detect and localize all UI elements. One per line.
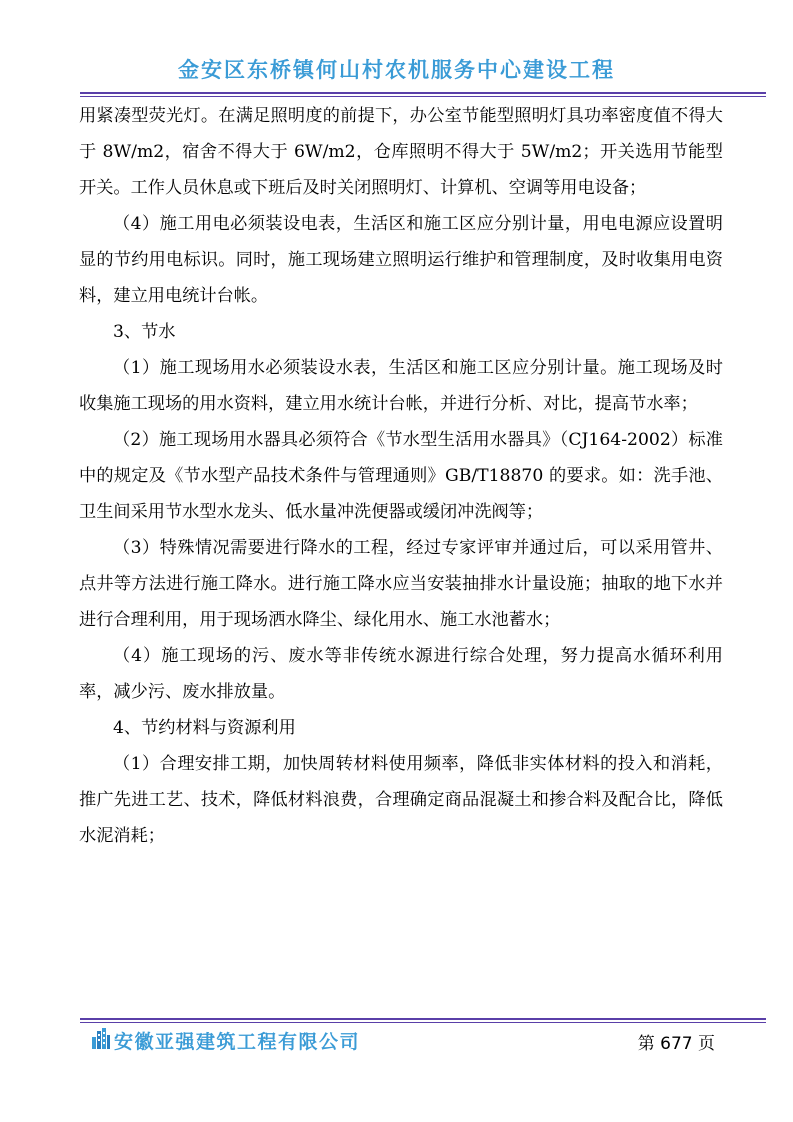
section-heading: 4、节约材料与资源利用 [113,718,296,738]
section-heading: 3、节水 [113,322,176,342]
footer-company-name: 安徽亚强建筑工程有限公司 [114,1031,361,1053]
body-paragraph: （2）施工现场用水器具必须符合《节水型生活用水器具》（CJ164-2002）标准中的规定及《节水型产品技术条件与管理通则》GB/T18870 的要求。如：洗手池、卫生间采用节水型水龙头、低水量冲洗便器或缓闭冲洗阀等； [79,430,723,522]
footer-rule-top [80,1018,766,1020]
page-number: 第 677 页 [637,1034,715,1054]
page-header-title: 金安区东桥镇何山村农机服务中心建设工程 [178,58,615,82]
building-logo-icon [91,1027,111,1049]
document-body [79,98,723,854]
body-paragraph: 用紧凑型荧光灯。在满足照明度的前提下，办公室节能型照明灯具功率密度值不得大于 8W/m2，宿舍不得大于 6W/m2，仓库照明不得大于 5W/m2；开关选用节能型开关。工作人员休息或下班后及时关闭照明灯、计算机、空调等用电设备； [79,106,723,198]
footer-rule-bottom [80,1022,766,1024]
header-rule-top [80,92,766,94]
header-rule-bottom [80,96,766,98]
body-paragraph: （4）施工现场的污、废水等非传统水源进行综合处理，努力提高水循环利用率，减少污、废水排放量。 [79,646,723,702]
body-paragraph: （1）合理安排工期，加快周转材料使用频率，降低非实体材料的投入和消耗，推广先进工艺、技术，降低材料浪费，合理确定商品混凝土和掺合料及配合比，降低水泥消耗； [79,754,723,846]
body-paragraph: （1）施工现场用水必须装设水表，生活区和施工区应分别计量。施工现场及时收集施工现场的用水资料，建立用水统计台帐，并进行分析、对比，提高节水率； [79,358,723,414]
body-paragraph: （3）特殊情况需要进行降水的工程，经过专家评审并通过后，可以采用管井、点井等方法进行施工降水。进行施工降水应当安装抽排水计量设施；抽取的地下水并进行合理利用，用于现场洒水降尘、绿化用水、施工水池蓄水； [79,538,723,630]
body-paragraph: （4）施工用电必须装设电表，生活区和施工区应分别计量，用电电源应设置明显的节约用电标识。同时，施工现场建立照明运行维护和管理制度，及时收集用电资料，建立用电统计台帐。 [79,214,723,306]
